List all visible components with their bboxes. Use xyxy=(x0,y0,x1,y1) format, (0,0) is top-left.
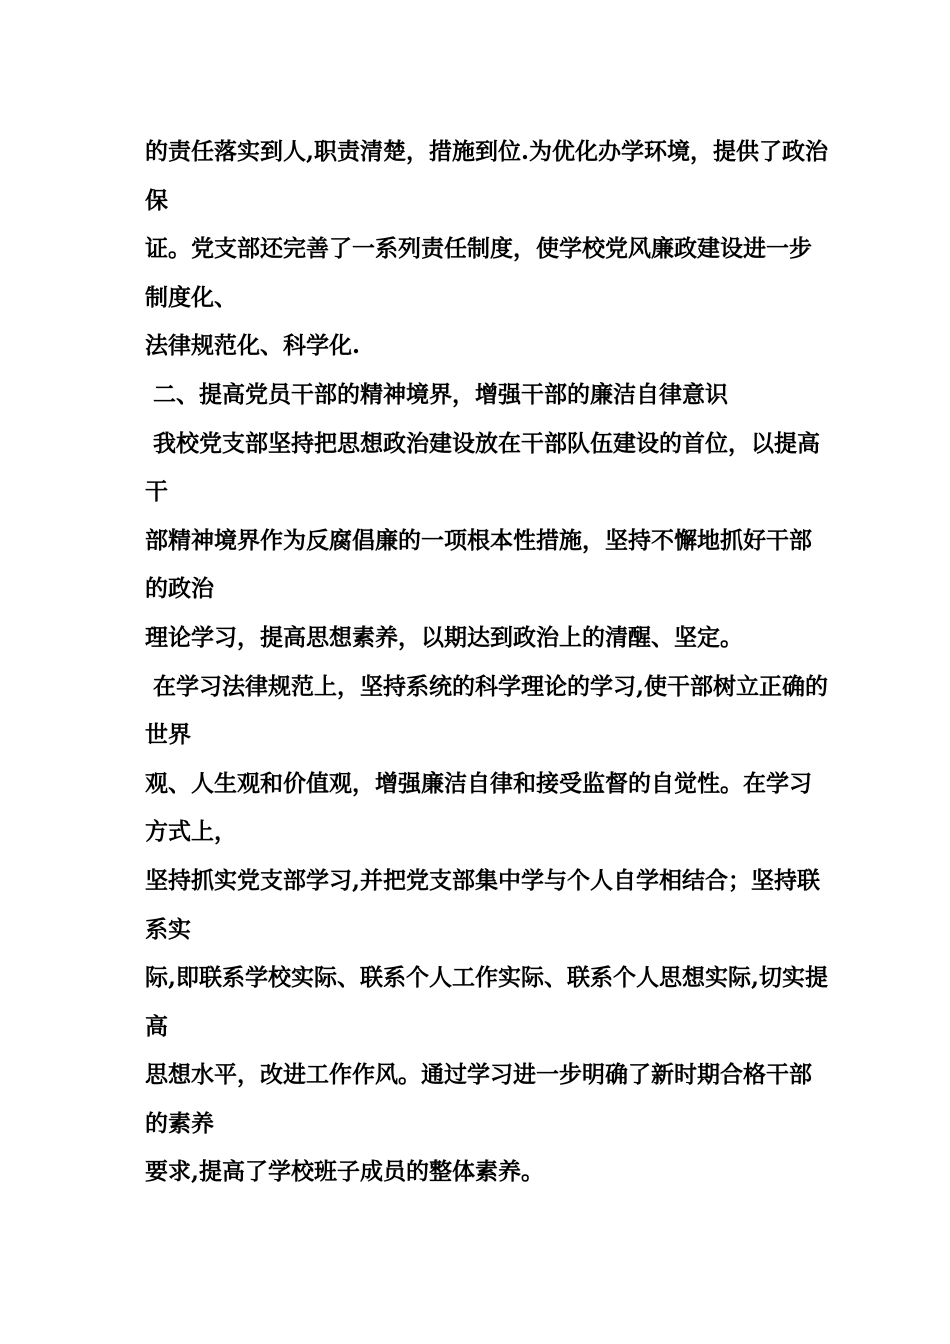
text-line: 高 xyxy=(145,1012,168,1040)
text-line: 系实 xyxy=(145,915,191,943)
text-line: 方式上， xyxy=(145,818,237,846)
text-line: 的素养 xyxy=(145,1109,214,1137)
text-line: 的责任落实到人,职责清楚，措施到位.为优化办学环境，提供了政治 xyxy=(145,138,829,165)
text-line: 要求,提高了学校班子成员的整体素养。 xyxy=(145,1158,545,1186)
text-line: 思想水平，改进工作作风。通过学习进一步明确了新时期合格干部 xyxy=(145,1061,812,1089)
text-line: 我校党支部坚持把思想政治建设放在干部队伍建设的首位，以提高 xyxy=(145,429,821,457)
text-line: 保 xyxy=(145,186,168,214)
text-line: 世界 xyxy=(145,721,191,749)
text-line: 干 xyxy=(145,478,168,506)
text-line: 证。党支部还完善了一系列责任制度，使学校党风廉政建设进一步 xyxy=(145,235,812,263)
text-line: 的政治 xyxy=(145,575,214,603)
text-line: 部精神境界作为反腐倡廉的一项根本性措施，坚持不懈地抓好干部 xyxy=(145,526,812,554)
text-line: 法律规范化、科学化. xyxy=(145,332,361,360)
document-body xyxy=(145,128,829,1197)
text-line: 观、人生观和价值观，增强廉洁自律和接受监督的自觉性。在学习 xyxy=(145,769,812,797)
section-heading: 二、提高党员干部的精神境界，增强干部的廉洁自律意识 xyxy=(145,380,729,408)
text-line: 坚持抓实党支部学习,并把党支部集中学与个人自学相结合；坚持联 xyxy=(145,866,821,894)
text-line: 制度化、 xyxy=(145,283,237,311)
text-line: 理论学习，提高思想素养，以期达到政治上的清醒、坚定。 xyxy=(145,623,743,651)
text-line: 际,即联系学校实际、联系个人工作实际、联系个人思想实际,切实提 xyxy=(145,964,829,992)
text-line: 在学习法律规范上，坚持系统的科学理论的学习,使干部树立正确的 xyxy=(145,672,829,700)
